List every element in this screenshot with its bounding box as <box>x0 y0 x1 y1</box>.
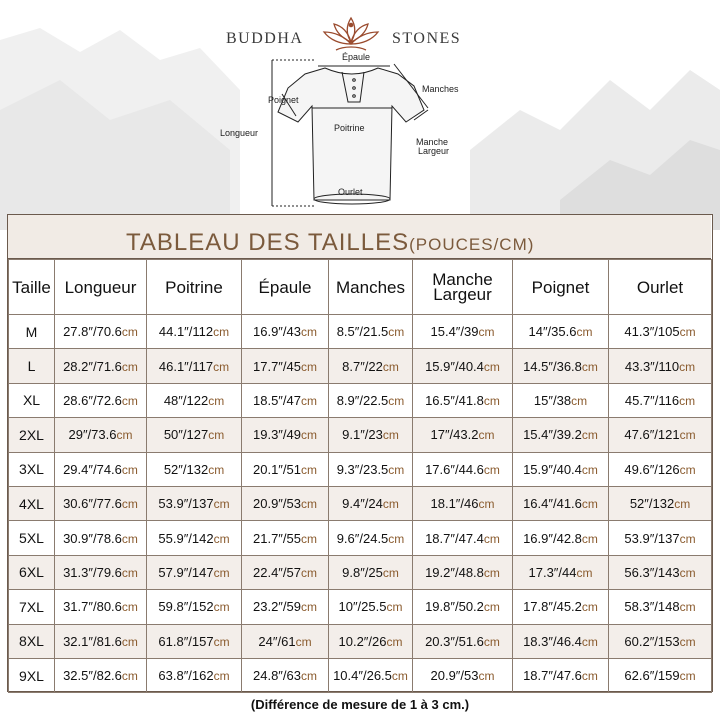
header-longueur: Longueur <box>55 260 147 315</box>
label-ourlet: Ourlet <box>338 187 363 197</box>
measure-cell: 53.9″/137cm <box>147 486 242 520</box>
table-row <box>9 418 712 452</box>
size-cell: M <box>9 315 55 349</box>
table-row <box>9 349 712 383</box>
measure-cell: 52″/132cm <box>147 452 242 486</box>
measure-cell: 8.7″/22cm <box>329 349 413 383</box>
size-cell: 3XL <box>9 452 55 486</box>
measure-cell: 24.8″/63cm <box>242 658 329 692</box>
size-cell: 9XL <box>9 658 55 692</box>
measure-cell: 16.9″/42.8cm <box>513 521 609 555</box>
measure-cell: 17.7″/45cm <box>242 349 329 383</box>
measure-cell: 16.4″/41.6cm <box>513 486 609 520</box>
measure-cell: 57.9″/147cm <box>147 555 242 589</box>
measure-cell: 9.6″/24.5cm <box>329 521 413 555</box>
header-manches: Manches <box>329 260 413 315</box>
measure-cell: 15.4″/39cm <box>413 315 513 349</box>
measure-cell: 14.5″/36.8cm <box>513 349 609 383</box>
measure-cell: 9.1″/23cm <box>329 418 413 452</box>
measure-cell: 18.3″/46.4cm <box>513 624 609 658</box>
measure-cell: 9.3″/23.5cm <box>329 452 413 486</box>
measure-cell: 10″/25.5cm <box>329 590 413 624</box>
table-row <box>9 383 712 417</box>
label-longueur: Longueur <box>220 128 259 138</box>
header-poitrine: Poitrine <box>147 260 242 315</box>
brand-name-left: BUDDHA <box>226 30 304 47</box>
table-subtitle: (POUCES/CM) <box>409 235 535 254</box>
measure-cell: 31.7″/80.6cm <box>55 590 147 624</box>
measure-cell: 50″/127cm <box>147 418 242 452</box>
measure-cell: 47.6″/121cm <box>609 418 712 452</box>
measure-cell: 20.3″/51.6cm <box>413 624 513 658</box>
label-manche-largeur: Manche Largeur <box>416 137 450 156</box>
measure-cell: 46.1″/117cm <box>147 349 242 383</box>
measure-cell: 61.8″/157cm <box>147 624 242 658</box>
measure-cell: 29″/73.6cm <box>55 418 147 452</box>
measure-cell: 24″/61cm <box>242 624 329 658</box>
measure-cell: 60.2″/153cm <box>609 624 712 658</box>
measure-cell: 58.3″/148cm <box>609 590 712 624</box>
measure-cell: 17.8″/45.2cm <box>513 590 609 624</box>
measure-cell: 18.1″/46cm <box>413 486 513 520</box>
measure-cell: 14″/35.6cm <box>513 315 609 349</box>
measure-cell: 9.4″/24cm <box>329 486 413 520</box>
measure-cell: 8.5″/21.5cm <box>329 315 413 349</box>
measure-cell: 21.7″/55cm <box>242 521 329 555</box>
measure-cell: 15″/38cm <box>513 383 609 417</box>
brand-name-right: STONES <box>392 30 462 47</box>
table-row <box>9 521 712 555</box>
measure-cell: 19.3″/49cm <box>242 418 329 452</box>
label-manches: Manches <box>422 84 459 94</box>
measure-cell: 16.5″/41.8cm <box>413 383 513 417</box>
table-row <box>9 452 712 486</box>
header-poignet: Poignet <box>513 260 609 315</box>
measure-cell: 15.9″/40.4cm <box>513 452 609 486</box>
measure-cell: 17″/43.2cm <box>413 418 513 452</box>
measure-cell: 18.7″/47.4cm <box>413 521 513 555</box>
table-row <box>9 555 712 589</box>
size-cell: 4XL <box>9 486 55 520</box>
table-row <box>9 590 712 624</box>
measure-cell: 32.1″/81.6cm <box>55 624 147 658</box>
measure-cell: 45.7″/116cm <box>609 383 712 417</box>
measure-cell: 19.8″/50.2cm <box>413 590 513 624</box>
measure-cell: 15.4″/39.2cm <box>513 418 609 452</box>
header-epaule: Épaule <box>242 260 329 315</box>
measure-cell: 30.9″/78.6cm <box>55 521 147 555</box>
table-title: TABLEAU DES TAILLES(POUCES/CM) <box>126 229 535 256</box>
table-row <box>9 624 712 658</box>
measure-cell: 20.1″/51cm <box>242 452 329 486</box>
size-chart-table <box>7 214 713 692</box>
measure-cell: 55.9″/142cm <box>147 521 242 555</box>
measure-cell: 22.4″/57cm <box>242 555 329 589</box>
measure-cell: 44.1″/112cm <box>147 315 242 349</box>
size-cell: 5XL <box>9 521 55 555</box>
measure-cell: 16.9″/43cm <box>242 315 329 349</box>
size-cell: XL <box>9 383 55 417</box>
measure-cell: 63.8″/162cm <box>147 658 242 692</box>
measure-cell: 53.9″/137cm <box>609 521 712 555</box>
measure-cell: 10.2″/26cm <box>329 624 413 658</box>
measure-cell: 49.6″/126cm <box>609 452 712 486</box>
size-cell: 2XL <box>9 418 55 452</box>
measure-cell: 9.8″/25cm <box>329 555 413 589</box>
measure-cell: 52″/132cm <box>609 486 712 520</box>
measure-cell: 20.9″/53cm <box>413 658 513 692</box>
header-manche-largeur: Manche Largeur <box>413 260 513 315</box>
label-epaule: Épaule <box>342 52 371 62</box>
measurement-note: (Différence de mesure de 1 à 3 cm.) <box>250 697 470 712</box>
measure-cell: 17.3″/44cm <box>513 555 609 589</box>
measure-cell: 17.6″/44.6cm <box>413 452 513 486</box>
measure-cell: 28.2″/71.6cm <box>55 349 147 383</box>
brand-header <box>0 26 720 52</box>
measure-cell: 32.5″/82.6cm <box>55 658 147 692</box>
measure-cell: 20.9″/53cm <box>242 486 329 520</box>
table-header-row <box>9 260 712 315</box>
table-row <box>9 315 712 349</box>
measure-cell: 10.4″/26.5cm <box>329 658 413 692</box>
measure-cell: 41.3″/105cm <box>609 315 712 349</box>
shirt-measurement-diagram <box>210 50 510 215</box>
measure-cell: 48″/122cm <box>147 383 242 417</box>
table-title-band <box>8 215 711 259</box>
measure-cell: 8.9″/22.5cm <box>329 383 413 417</box>
size-cell: L <box>9 349 55 383</box>
measure-cell: 15.9″/40.4cm <box>413 349 513 383</box>
measure-cell: 31.3″/79.6cm <box>55 555 147 589</box>
measure-cell: 18.5″/47cm <box>242 383 329 417</box>
measure-cell: 29.4″/74.6cm <box>55 452 147 486</box>
measure-cell: 28.6″/72.6cm <box>55 383 147 417</box>
measure-cell: 30.6″/77.6cm <box>55 486 147 520</box>
size-cell: 6XL <box>9 555 55 589</box>
measure-cell: 62.6″/159cm <box>609 658 712 692</box>
header-ourlet: Ourlet <box>609 260 712 315</box>
measure-cell: 59.8″/152cm <box>147 590 242 624</box>
table-row <box>9 658 712 692</box>
measure-cell: 56.3″/143cm <box>609 555 712 589</box>
header-taille: Taille <box>9 260 55 315</box>
measure-cell: 23.2″/59cm <box>242 590 329 624</box>
table-row <box>9 486 712 520</box>
measure-cell: 19.2″/48.8cm <box>413 555 513 589</box>
label-poignet: Poignet <box>268 95 299 105</box>
measure-cell: 18.7″/47.6cm <box>513 658 609 692</box>
label-poitrine: Poitrine <box>334 123 365 133</box>
size-table <box>8 259 712 693</box>
size-cell: 8XL <box>9 624 55 658</box>
measure-cell: 43.3″/110cm <box>609 349 712 383</box>
size-cell: 7XL <box>9 590 55 624</box>
measure-cell: 27.8″/70.6cm <box>55 315 147 349</box>
